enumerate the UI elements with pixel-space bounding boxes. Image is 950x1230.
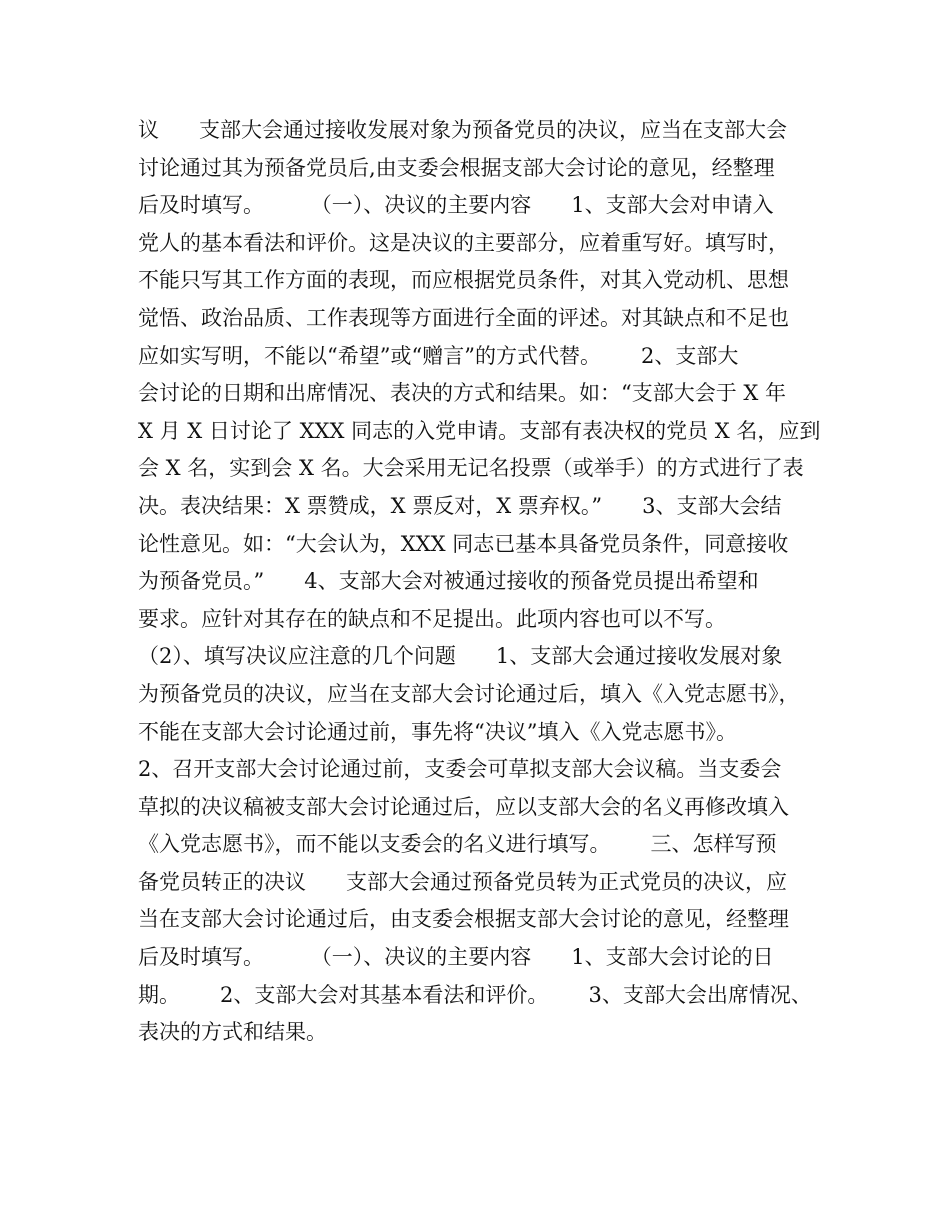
text-line: 觉悟、政治品质、工作表现等方面进行全面的评述。对其缺点和不足也 <box>138 305 789 330</box>
text-line: 后及时填写。 （一）、决议的主要内容 1、支部大会对申请入 <box>138 193 774 218</box>
text-line: 为预备党员。” 4、支部大会对被通过接收的预备党员提出希望和 <box>138 569 759 594</box>
text-line: 备党员转正的决议 支部大会通过预备党员转为正式党员的决议，应 <box>138 869 788 894</box>
text-line: 表决的方式和结果。 <box>138 1020 327 1045</box>
text-line: 期。 2、支部大会对其基本看法和评价。 3、支部大会出席情况、 <box>138 982 812 1007</box>
text-line: 当在支部大会讨论通过后，由支委会根据支部大会讨论的意见，经整理 <box>138 907 789 932</box>
text-line: （2）、填写决议应注意的几个问题 1、支部大会通过接收发展对象 <box>138 644 783 669</box>
text-line: 草拟的决议稿被支部大会讨论通过后，应以支部大会的名义再修改填入 <box>138 794 789 819</box>
text-line: 要求。应针对其存在的缺点和不足提出。此项内容也可以不写。 <box>138 606 726 631</box>
body-text <box>138 112 828 1052</box>
text-line: 《入党志愿书》，而不能以支委会的名义进行填写。 三、怎样写预 <box>138 832 777 857</box>
text-line: 不能只写其工作方面的表现，而应根据党员条件，对其入党动机、思想 <box>138 268 789 293</box>
text-line: 后及时填写。 （一）、决议的主要内容 1、支部大会讨论的日 <box>138 945 774 970</box>
text-line: 会讨论的日期和出席情况、表决的方式和结果。如：“支部大会于 X 年 <box>138 381 787 406</box>
text-line: 决。表决结果：X 票赞成，X 票反对，X 票弃权。” 3、支部大会结 <box>138 493 782 518</box>
text-line: 应如实写明，不能以“希望”或“赠言”的方式代替。 2、支部大 <box>138 343 739 368</box>
text-line: 不能在支部大会讨论通过前，事先将“决议”填入《入党志愿书》。 <box>138 719 737 744</box>
text-line: 论性意见。如：“大会认为，XXX 同志已基本具备党员条件，同意接收 <box>138 531 789 556</box>
text-line: 为预备党员的决议，应当在支部大会讨论通过后，填入《入党志愿书》， <box>138 681 800 706</box>
text-line: 党人的基本看法和评价。这是决议的主要部分，应着重写好。填写时， <box>138 230 789 255</box>
text-line: 讨论通过其为预备党员后,由支委会根据支部大会讨论的意见，经整理 <box>138 155 775 180</box>
text-line: 会 X 名，实到会 X 名。大会采用无记名投票（或举手）的方式进行了表 <box>138 456 804 481</box>
text-line: 议 支部大会通过接收发展对象为预备党员的决议，应当在支部大会 <box>138 118 788 142</box>
text-line: 2、召开支部大会讨论通过前，支委会可草拟支部大会议稿。当支委会 <box>138 757 782 782</box>
text-line: X 月 X 日讨论了 XXX 同志的入党申请。支部有表决权的党员 X 名，应到 <box>138 418 821 443</box>
